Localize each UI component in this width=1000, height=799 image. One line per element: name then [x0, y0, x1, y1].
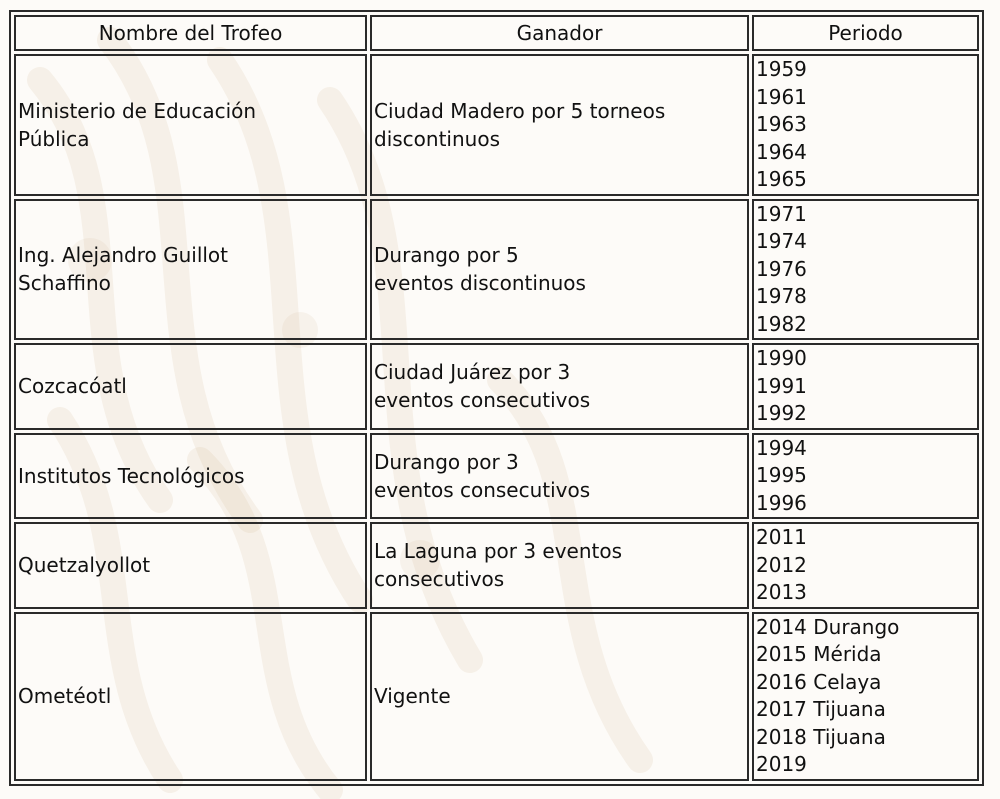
period-year: 1990 [756, 346, 807, 370]
trophy-name-line: Cozcacóatl [18, 374, 127, 399]
winner-line: Ciudad Juárez por 3 [374, 360, 571, 385]
trophy-name-cell [14, 433, 367, 520]
trophy-name-line: Ing. Alejandro Guillot [18, 243, 229, 268]
period-year: 1976 [756, 256, 807, 281]
period-year: 1982 [756, 311, 807, 336]
period-year: 1974 [756, 229, 807, 253]
period-cell [752, 199, 979, 341]
period-year: 2015 Mérida [756, 642, 882, 666]
winner-line: La Laguna por 3 eventos [374, 539, 623, 564]
winner-line: eventos discontinuos [374, 271, 586, 296]
period-cell [752, 54, 979, 196]
trophy-name-cell [14, 612, 367, 781]
period-year: 1994 [756, 435, 807, 460]
table-row [14, 612, 979, 781]
trophy-table-container [9, 10, 984, 786]
winner-line: Vigente [374, 684, 451, 708]
trophy-name-line: Schaffino [18, 271, 111, 296]
winner-line: consecutivos [374, 567, 505, 592]
period-year: 1996 [756, 490, 807, 515]
period-year: 2019 [756, 752, 807, 776]
winner-line: eventos consecutivos [374, 477, 591, 502]
winner-cell [370, 343, 749, 430]
table-row [14, 54, 979, 196]
period-year: 1959 [756, 57, 807, 81]
trophy-table [9, 10, 984, 786]
period-year: 2012 [756, 552, 807, 577]
period-year: 2017 Tijuana [756, 697, 886, 721]
header-winner: Ganador [370, 15, 749, 51]
period-year: 1964 [756, 139, 807, 164]
period-year: 1971 [756, 201, 807, 226]
trophy-name-line: Ministerio de Educación [18, 98, 257, 123]
period-cell [752, 343, 979, 430]
trophy-name-cell [14, 54, 367, 196]
period-year: 2014 Durango [756, 614, 900, 639]
table-row [14, 343, 979, 430]
trophy-name-line: Quetzalyollot [18, 553, 151, 578]
trophy-name-cell [14, 199, 367, 341]
period-year: 1978 [756, 284, 807, 308]
trophy-name-line: Pública [18, 126, 90, 151]
header-period: Periodo [752, 15, 979, 51]
winner-line: Ciudad Madero por 5 torneos [374, 98, 666, 123]
table-row [14, 433, 979, 520]
period-year: 1965 [756, 167, 807, 191]
winner-cell [370, 612, 749, 781]
period-cell [752, 522, 979, 609]
trophy-name-line: Ometéotl [18, 684, 112, 708]
winner-line: Durango por 5 [374, 243, 519, 268]
period-cell [752, 612, 979, 781]
period-cell [752, 433, 979, 520]
table-row [14, 522, 979, 609]
period-year: 2011 [756, 525, 807, 549]
trophy-name-cell [14, 343, 367, 430]
table-header-row [14, 15, 979, 51]
period-year: 1961 [756, 84, 807, 109]
period-year: 1991 [756, 373, 807, 398]
header-trophy-name: Nombre del Trofeo [14, 15, 367, 51]
winner-line: Durango por 3 [374, 449, 519, 474]
period-year: 2018 Tijuana [756, 724, 886, 749]
table-row [14, 199, 979, 341]
period-year: 1963 [756, 112, 807, 136]
period-year: 2016 Celaya [756, 669, 882, 694]
winner-line: discontinuos [374, 126, 500, 151]
trophy-name-cell [14, 522, 367, 609]
winner-cell [370, 54, 749, 196]
period-year: 1992 [756, 401, 807, 425]
winner-cell [370, 199, 749, 341]
period-year: 2013 [756, 580, 807, 604]
winner-line: eventos consecutivos [374, 388, 591, 413]
winner-cell [370, 522, 749, 609]
winner-cell [370, 433, 749, 520]
trophy-name-line: Institutos Tecnológicos [18, 463, 245, 488]
period-year: 1995 [756, 463, 807, 487]
